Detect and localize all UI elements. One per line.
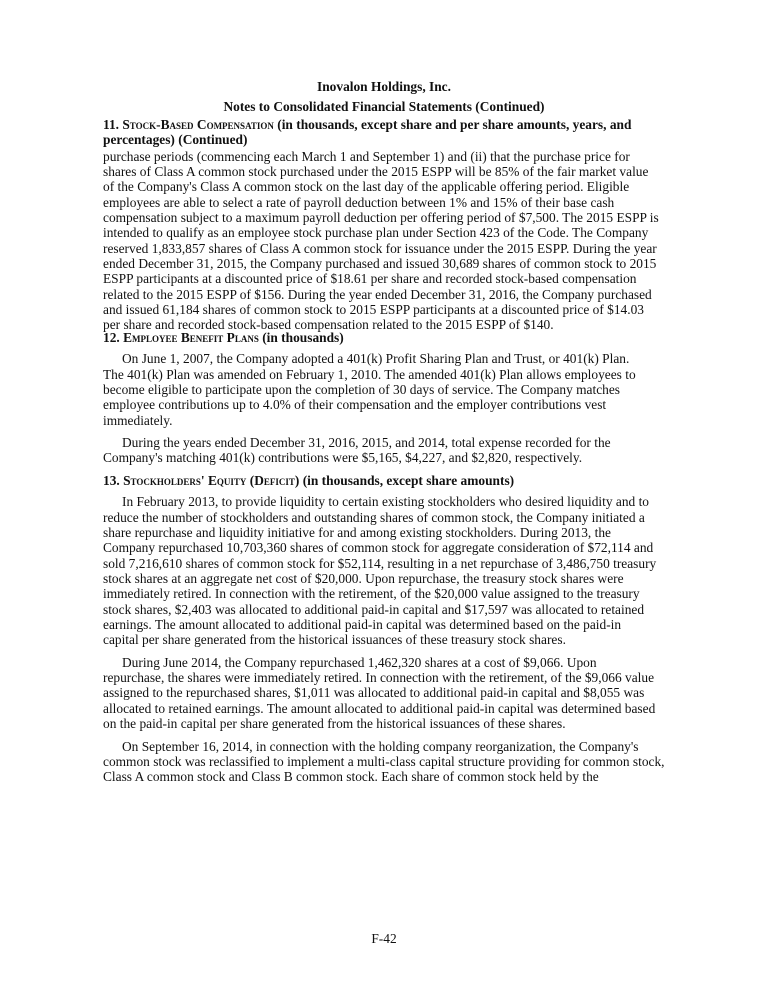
section-qualifier: (in thousands, except share amounts): [299, 473, 515, 488]
text-line: The 401(k) Plan was amended on February 1, 2010. The amended 401(k) Plan allows employees to: [103, 366, 636, 382]
text-line: of the Company's Class A common stock on the last day of the applicable offering period. Eligible: [103, 179, 630, 195]
text-line: capital per share generated from the historical issuances of these treasury stock shares.: [103, 632, 566, 648]
page-subtitle: Notes to Consolidated Financial Statements (Continued): [223, 99, 545, 114]
company-name: Inovalon Holdings, Inc.: [317, 79, 451, 94]
text-line: common stock was reclassified to implement a multi-class capital structure providing for common stock,: [103, 753, 665, 769]
section-number: 12.: [103, 330, 124, 345]
text-line: employee contributions up to 4.0% of their compensation and the employer contributions vest: [103, 397, 607, 413]
text-line: compensation subject to a maximum payroll deduction per offering period of $7,500. The 2015 ESPP is: [103, 210, 659, 226]
section-qualifier: (in thousands): [258, 330, 344, 345]
paragraph: [103, 351, 693, 428]
text-line: Company's matching 401(k) contributions were $5,165, $4,227, and $2,820, respectively.: [103, 450, 583, 466]
section-11-heading-cont: percentages) (Continued): [103, 132, 248, 148]
text-line: purchase periods (commencing each March 1 and September 1) and (ii) that the purchase price for: [103, 148, 630, 164]
text-line: reduce the number of stockholders and outstanding shares of common stock, the Company initiated a: [103, 509, 645, 525]
section-title: Employee Benefit Plans: [123, 330, 259, 345]
text-line: On June 1, 2007, the Company adopted a 401(k) Profit Sharing Plan and Trust, or 401(k) Plan.: [122, 351, 630, 367]
section-11-heading: [103, 117, 693, 132]
paragraph: [103, 655, 693, 732]
section-13: [103, 473, 693, 785]
text-line: become eligible to participate upon the completion of 30 days of service. The Company matches: [103, 382, 620, 398]
page-number: F-42: [371, 931, 397, 946]
text-line: repurchase, the shares were immediately retired. In connection with the retirement, of the $9,066 value: [103, 670, 655, 686]
text-line: immediately.: [103, 412, 173, 428]
text-line: share repurchase and liquidity initiative for and among existing stockholders. During 2013, the: [103, 525, 611, 541]
text-line: intended to qualify as an employee stock purchase plan under Section 423 of the Code. The Company: [103, 225, 649, 241]
text-line: immediately retired. In connection with the retirement, of the $20,000 value assigned to the treasury: [103, 586, 640, 602]
section-number: 13.: [103, 473, 124, 488]
text-line: shares of Class A common stock purchased under the 2015 ESPP will be 85% of the fair market value: [103, 164, 649, 180]
text-line: ended December 31, 2015, the Company purchased and issued 30,689 shares of common stock to 2015: [103, 256, 657, 272]
paragraph: [103, 494, 693, 647]
text-line: per share and recorded stock-based compensation related to the 2015 ESPP of $140.: [103, 317, 554, 333]
text-line: stock shares at an aggregate net cost of $20,000. Upon repurchase, the treasury stock shares were: [103, 571, 624, 587]
text-line: Class A common stock and Class B common stock. Each share of common stock held by the: [103, 769, 599, 785]
text-line: stock shares, $2,403 was allocated to additional paid-in capital and $17,597 was allocated to retained: [103, 601, 645, 617]
text-line: related to the 2015 ESPP of $156. During the year ended December 31, 2016, the Company purchased: [103, 286, 652, 302]
section-title: Stock-Based Compensation: [122, 117, 274, 132]
text-line: On September 16, 2014, in connection with the holding company reorganization, the Company's: [122, 738, 639, 754]
text-line: on the paid-in capital per share generated from the historical issuances of these shares.: [103, 716, 566, 732]
text-line: allocated to retained earnings. The amount allocated to additional paid-in capital was determined based: [103, 700, 656, 716]
text-line: assigned to the repurchased shares, $1,011 was allocated to additional paid-in capital and $8,055 was: [103, 685, 645, 701]
text-line: During the years ended December 31, 2016, 2015, and 2014, total expense recorded for the: [122, 435, 611, 451]
text-line: In February 2013, to provide liquidity to certain existing stockholders who desired liquidity and to: [122, 494, 649, 510]
text-line: earnings. The amount allocated to additional paid-in capital was determined based on the paid-in: [103, 617, 622, 633]
text-line: sold 7,216,610 shares of common stock for $52,114, resulting in a net repurchase of 3,486,750 treasury: [103, 555, 657, 571]
paragraph: [103, 149, 693, 333]
section-11: [103, 117, 693, 333]
text-line: employees are able to select a rate of payroll deduction between 1% and 15% of their base cash: [103, 194, 615, 210]
section-12: [103, 330, 693, 466]
text-line: ESPP participants at a discounted price of $18.61 per share and recorded stock-based compensation: [103, 271, 637, 287]
section-title: Stockholders' Equity (Deficit): [123, 473, 300, 488]
section-12-heading: [103, 330, 693, 345]
text-line: During June 2014, the Company repurchased 1,462,320 shares at a cost of $9,066. Upon: [122, 654, 597, 670]
text-line: and issued 61,184 shares of common stock to 2015 ESPP participants at a discounted price of $14.03: [103, 302, 644, 318]
paragraph: [103, 739, 693, 785]
text-line: reserved 1,833,857 shares of Class A common stock for issuance under the 2015 ESPP. During the year: [103, 240, 657, 256]
paragraph: [103, 435, 693, 466]
section-13-heading: [103, 473, 693, 488]
section-number: 11.: [103, 117, 123, 132]
text-line: Company repurchased 10,703,360 shares of common stock for aggregate consideration of $72,114 and: [103, 540, 654, 556]
section-qualifier: (in thousands, except share and per share amounts, years, and: [273, 117, 632, 132]
